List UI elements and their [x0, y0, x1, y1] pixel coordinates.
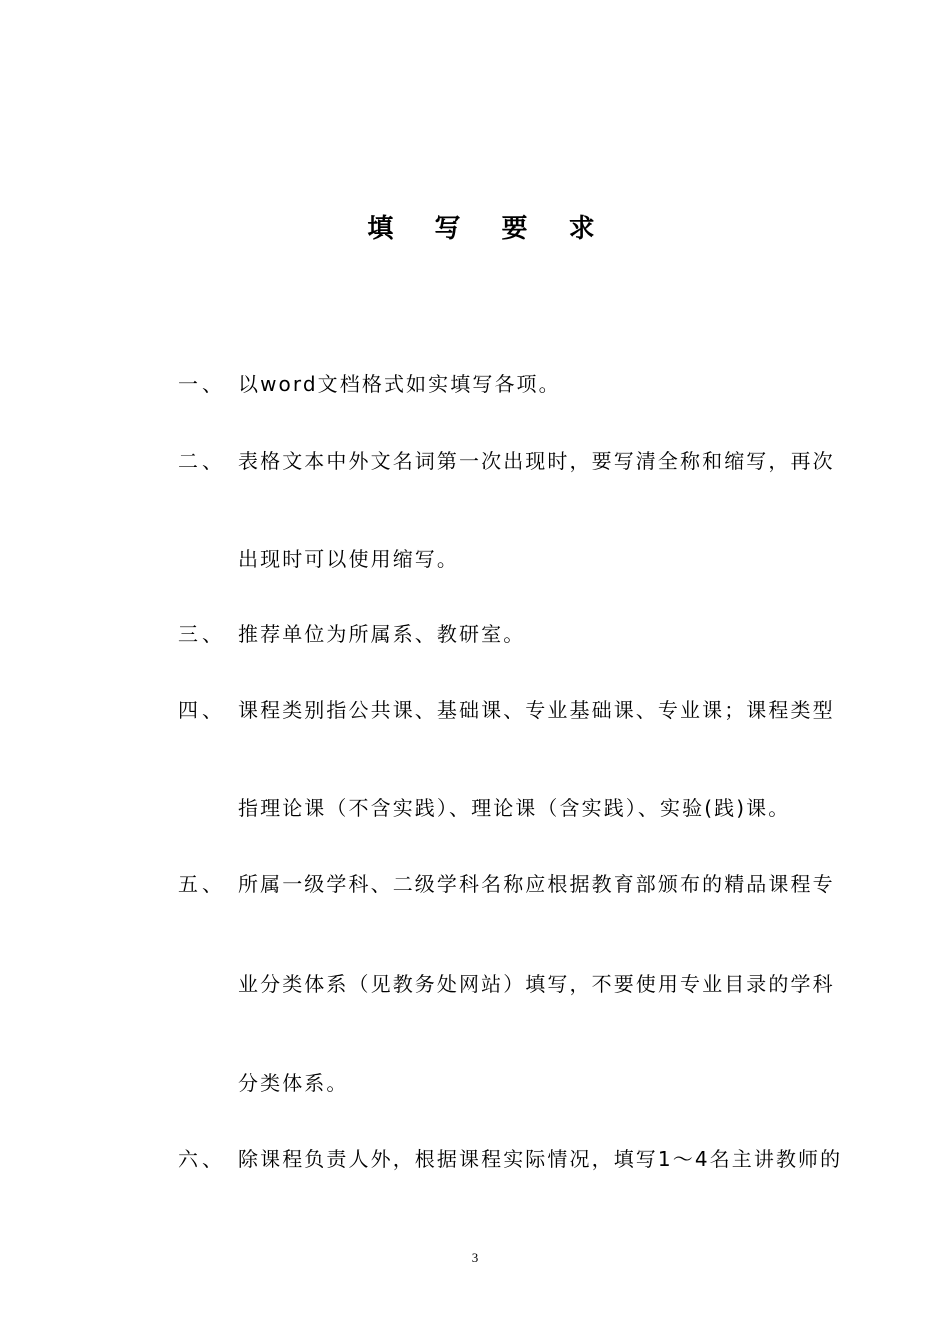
item-number: 一、 [178, 372, 226, 396]
item-number: 四、 [178, 698, 226, 722]
item-number: 五、 [178, 872, 226, 896]
item-text: 出现时可以使用缩写。 [238, 547, 459, 571]
item-number: 二、 [178, 449, 226, 473]
item-text: 除课程负责人外，根据课程实际情况，填写1～4名主讲教师的 [238, 1147, 843, 1171]
item-text: 所属一级学科、二级学科名称应根据教育部颁布的精品课程专 [238, 872, 835, 896]
item-text: 分类体系。 [238, 1071, 349, 1095]
item-text: 课程类别指公共课、基础课、专业基础课、专业课；课程类型 [238, 698, 835, 722]
item-text: 业分类体系（见教务处网站）填写，不要使用专业目录的学科 [238, 972, 835, 996]
item-text: 指理论课（不含实践）、理论课（含实践）、实验(践)课。 [238, 796, 791, 820]
page-number: 3 [471, 1250, 479, 1265]
item-number: 三、 [178, 622, 226, 646]
item-number: 六、 [178, 1147, 226, 1171]
document-title: 填 写 要 求 [367, 214, 611, 244]
item-text: 以word文档格式如实填写各项。 [238, 372, 561, 396]
item-text: 表格文本中外文名词第一次出现时，要写清全称和缩写，再次 [238, 449, 835, 473]
item-text: 推荐单位为所属系、教研室。 [238, 622, 526, 646]
